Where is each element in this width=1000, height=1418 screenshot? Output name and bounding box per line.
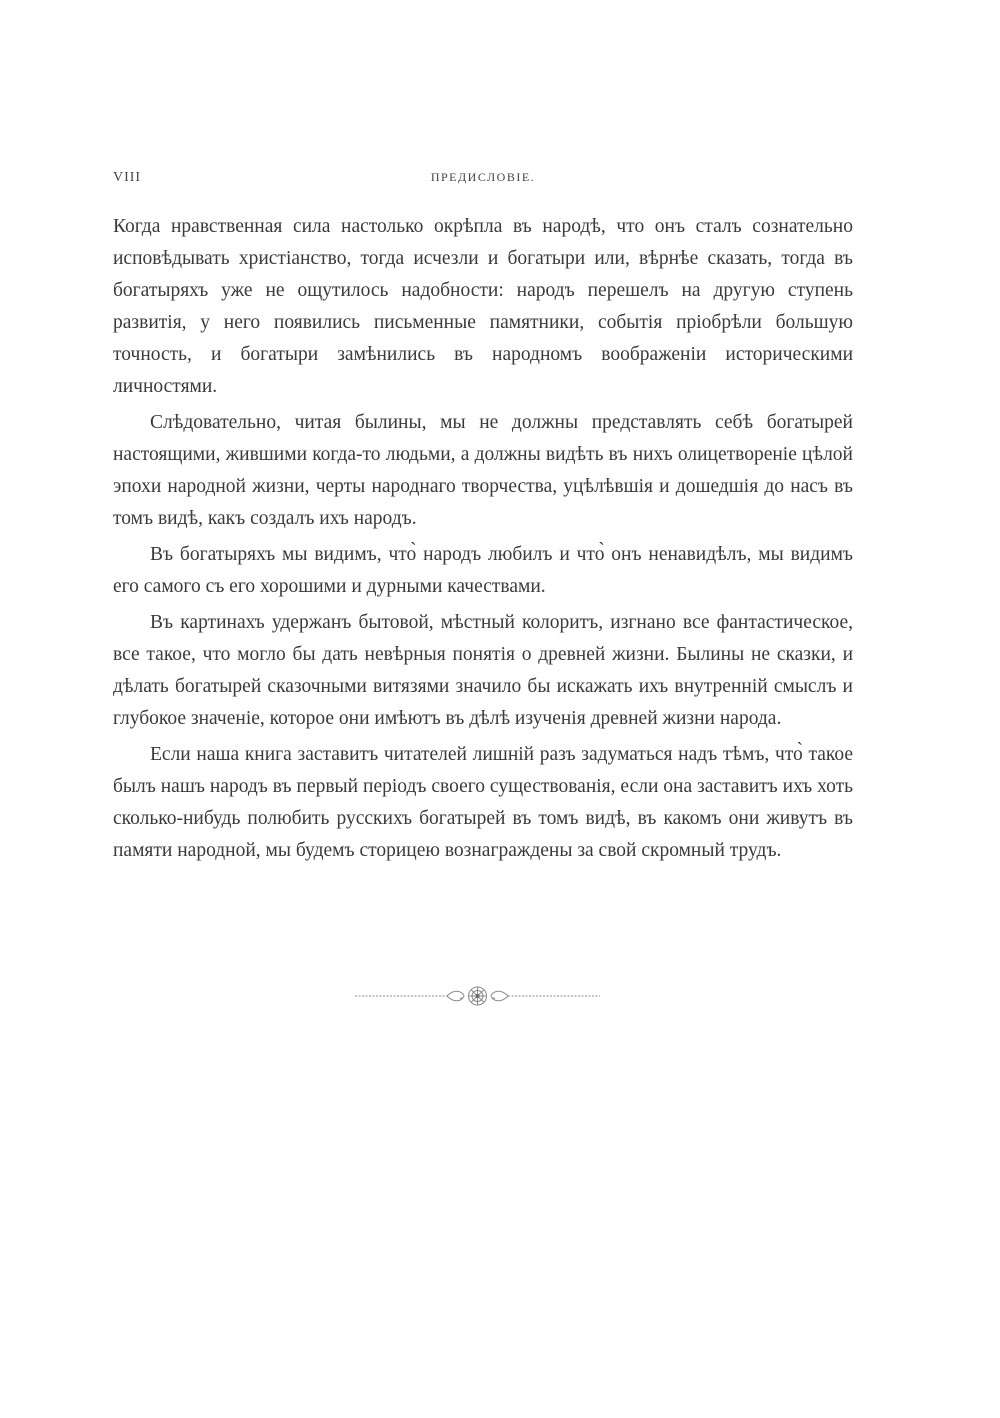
paragraph-1: Когда нравственная сила настолько окрѣпла въ народѣ, что онъ сталъ сознательно исповѣдывать христіанство, тогда исчезли и богатыри или, вѣрнѣе сказать, тогда въ богатыряхъ уже не ощутилось надобности: народъ перешелъ на другую ступень развитія, у него появились письменные памятники, событія пріобрѣли большую точность, и богатыри замѣнились въ народномъ воображеніи историческими личностями. — [113, 216, 853, 397]
paragraph-2: Слѣдовательно, читая былины, мы не должны представлять себѣ богатырей настоящими, жившими когда-то людьми, а должны видѣть въ нихъ олицетвореніе цѣлой эпохи народной жизни, черты народнаго творчества, уцѣлѣвшія и дошедшія до насъ въ томъ видѣ, какъ создалъ ихъ народъ. — [113, 412, 853, 529]
paragraph-4: Въ картинахъ удержанъ бытовой, мѣстный колоритъ, изгнано все фантастическое, все такое, что могло бы дать невѣрныя понятія о древней жизни. Былины не сказки, и дѣлать богатырей сказочными витязями значило бы искажать ихъ внутренній смыслъ и глубокое значеніе, которое они имѣютъ въ дѣлѣ изученія древней жизни народа. — [113, 612, 853, 729]
page-header — [113, 170, 853, 194]
running-title: ПРЕДИСЛОВІЕ. — [430, 170, 536, 184]
paragraph-5: Если наша книга заставитъ читателей лишній разъ задуматься надъ тѣмъ, что̀ такое былъ нашъ народъ въ первый періодъ своего существованія, если она заставитъ ихъ хоть сколько-нибудь полюбить русскихъ богатырей въ томъ видѣ, въ какомъ они живутъ въ памяти народной, мы будемъ сторицею вознаграждены за свой скромный трудъ. — [113, 744, 853, 861]
paragraph-3: Въ богатыряхъ мы видимъ, что̀ народъ любилъ и что̀ онъ ненавидѣлъ, мы видимъ его самого съ его хорошими и дурными качествами. — [113, 544, 853, 597]
page-number: VIII — [113, 170, 142, 185]
floral-ornament-icon — [355, 984, 600, 1008]
body-text — [113, 211, 853, 871]
